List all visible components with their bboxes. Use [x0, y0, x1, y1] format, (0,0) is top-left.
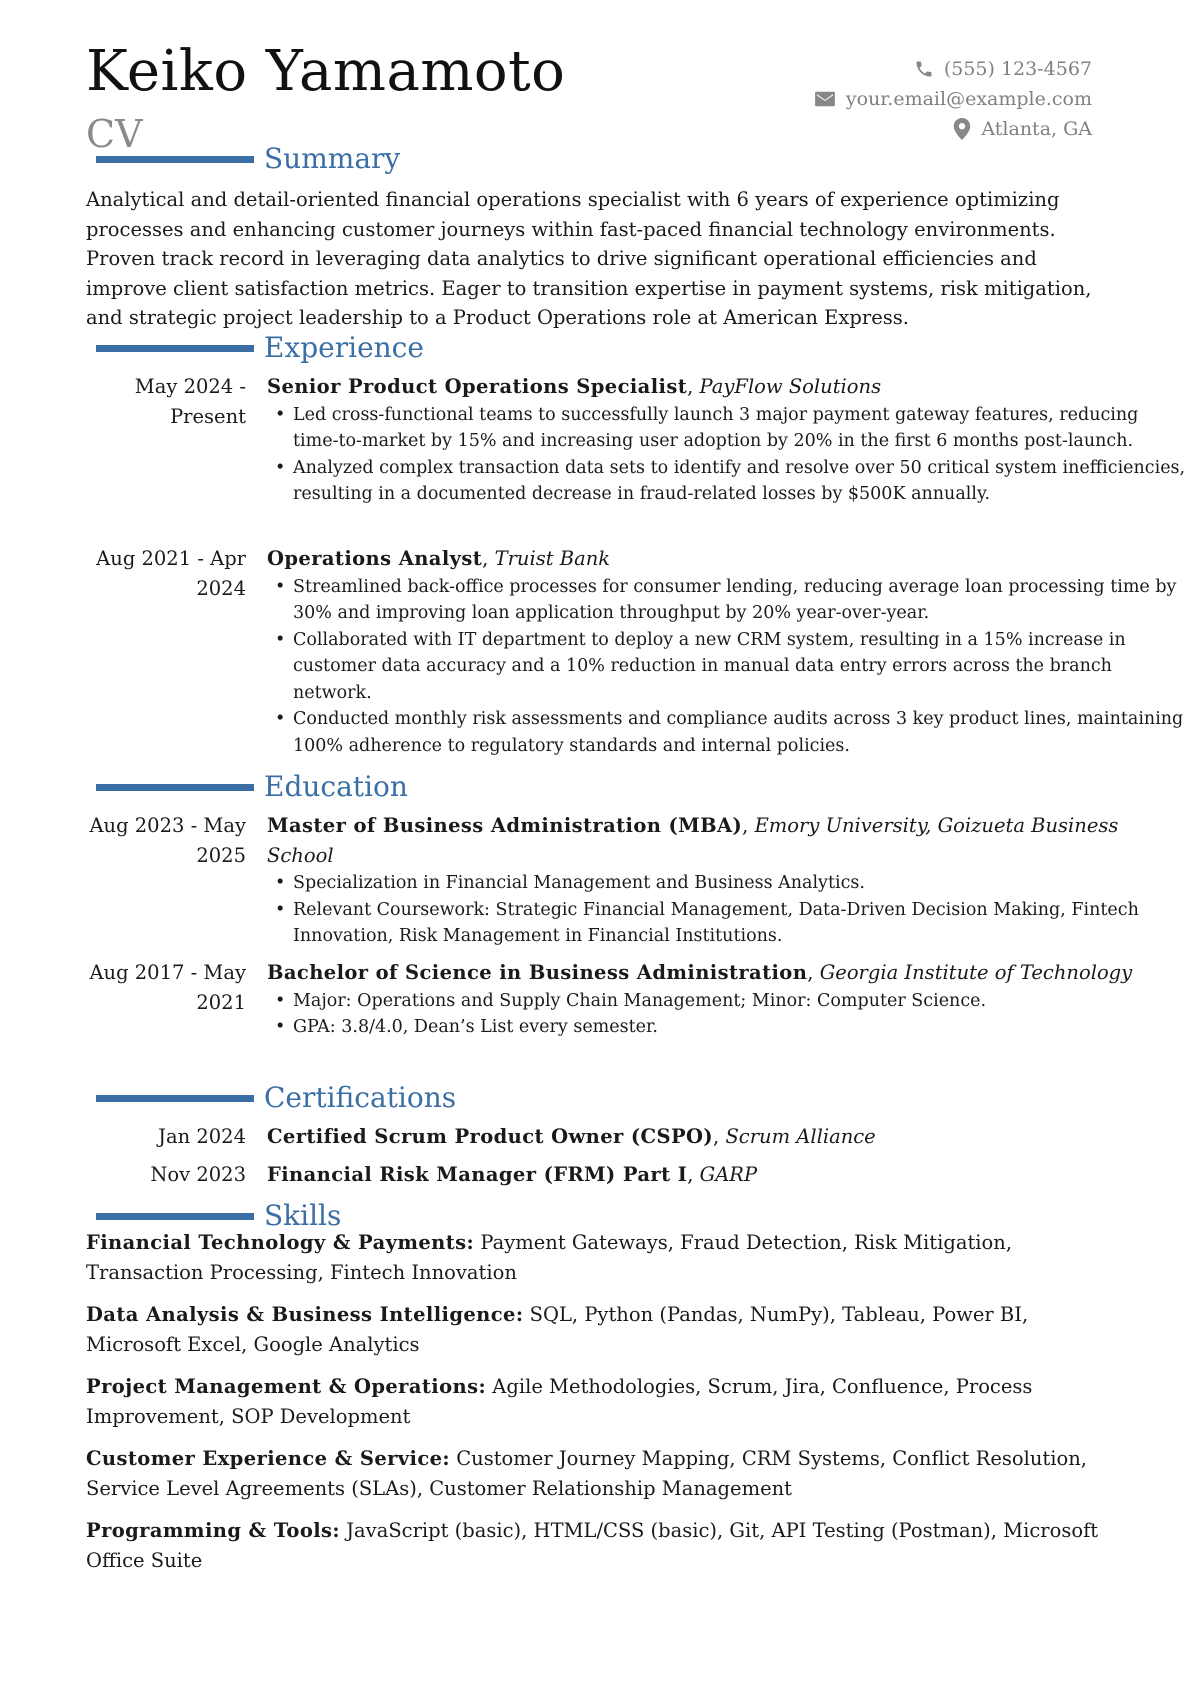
entry-role: Financial Risk Manager (FRM) Part I	[267, 1163, 688, 1186]
section-certifications-heading	[96, 1082, 456, 1114]
skill-label: Financial Technology & Payments:	[86, 1231, 475, 1254]
section-title: Skills	[264, 1199, 342, 1232]
entry-role: Senior Product Operations Specialist	[267, 375, 688, 398]
bullet-item: • Conducted monthly risk assessments and compliance audits across 3 key product lines, maintaining 100% adherence to regulatory standards and internal policies.	[293, 706, 1187, 759]
entry-title: Senior Product Operations Specialist, PayFlow Solutions	[267, 375, 882, 398]
entry-body	[267, 544, 1187, 759]
entry-role: Certified Scrum Product Owner (CSPO)	[267, 1125, 714, 1148]
entry-body	[267, 372, 1187, 508]
bullet-item: • Major: Operations and Supply Chain Management; Minor: Computer Science.	[293, 988, 1187, 1015]
contact-location	[814, 114, 1092, 144]
skill-line	[86, 1228, 1104, 1287]
bullet-item: • Streamlined back-office processes for consumer lending, reducing average loan processing time by 30% and improving loan application throughput by 20% year-over-year.	[293, 574, 1187, 627]
entry-bullets	[267, 870, 1187, 950]
envelope-icon	[814, 90, 836, 108]
section-title: Summary	[264, 142, 401, 175]
contact-email[interactable]	[814, 84, 1092, 114]
section-bar	[96, 1095, 254, 1102]
entry-date: May 2024 - Present	[134, 375, 246, 428]
section-title: Education	[264, 770, 408, 803]
section-experience-heading	[96, 332, 424, 364]
entry-bullets	[267, 402, 1187, 508]
contact-block	[814, 54, 1092, 144]
email-text: your.email@example.com	[845, 88, 1092, 110]
bullet-item: • Specialization in Financial Management and Business Analytics.	[293, 870, 1187, 897]
skill-label: Data Analysis & Business Intelligence:	[86, 1303, 524, 1326]
entry-date: Jan 2024	[158, 1125, 246, 1148]
entry-body	[267, 811, 1187, 950]
entry-role: Operations Analyst	[267, 547, 483, 570]
entry-title: Master of Business Administration (MBA), Emory University, Goizueta Business School	[267, 814, 1119, 867]
bullet-item: • GPA: 3.8/4.0, Dean’s List every semester.	[293, 1014, 1187, 1041]
phone-icon	[914, 59, 934, 79]
bullet-item: • Led cross-functional teams to successfully launch 3 major payment gateway features, reducing time-to-market by 15% and increasing user adoption by 20% in the first 6 months post-launch.	[293, 402, 1187, 455]
section-bar	[96, 345, 254, 352]
entry-title: Operations Analyst, Truist Bank	[267, 547, 611, 570]
section-bar	[96, 1213, 254, 1220]
section-bar	[96, 784, 254, 791]
entry-role: Bachelor of Science in Business Administration	[267, 961, 808, 984]
candidate-name: Keiko Yamamoto	[86, 39, 566, 104]
entry-org: Scrum Alliance	[725, 1125, 876, 1148]
entry-org: Emory University, Goizueta Business School	[267, 814, 1119, 867]
skill-value: SQL, Python (Pandas, NumPy), Tableau, Power BI, Microsoft Excel, Google Analytics	[86, 1303, 1029, 1356]
skill-value: Customer Journey Mapping, CRM Systems, Conflict Resolution, Service Level Agreements (SLAs), Customer Relationship Management	[86, 1447, 1088, 1500]
entry-title: Bachelor of Science in Business Administration, Georgia Institute of Technology	[267, 961, 1133, 984]
skill-value: JavaScript (basic), HTML/CSS (basic), Git, API Testing (Postman), Microsoft Office Suite	[86, 1519, 1099, 1572]
entry-date: Aug 2023 - May 2025	[89, 814, 246, 867]
entry-date: Aug 2017 - May 2021	[89, 961, 246, 1014]
entry-body	[267, 1122, 1187, 1152]
skill-label: Customer Experience & Service:	[86, 1447, 451, 1470]
skill-line	[86, 1516, 1104, 1575]
location-text: Atlanta, GA	[981, 118, 1092, 140]
skill-value: Payment Gateways, Fraud Detection, Risk Mitigation, Transaction Processing, Fintech Innovation	[86, 1231, 1013, 1284]
contact-phone	[814, 54, 1092, 84]
entry-date: Aug 2021 - Apr 2024	[96, 547, 246, 600]
entry-bullets	[267, 988, 1187, 1041]
entry-org: Georgia Institute of Technology	[819, 961, 1133, 984]
section-bar	[96, 156, 254, 163]
summary-text: Analytical and detail-oriented financial operations specialist with 6 years of experience optimizing processes and enhancing customer journeys within fast-paced financial technology environments. Proven track record in leveraging data analytics to drive significant operational efficiencies and improve client satisfaction metrics. Eager to transition expertise in payment systems, risk mitigation, and strategic project leadership to a Product Operations role at American Express.	[86, 188, 1092, 329]
entry-org: GARP	[699, 1163, 758, 1186]
entry-role: Master of Business Administration (MBA)	[267, 814, 743, 837]
skill-label: Project Management & Operations:	[86, 1375, 487, 1398]
skill-label: Programming & Tools:	[86, 1519, 341, 1542]
section-title: Experience	[264, 331, 424, 364]
entry-org: Truist Bank	[494, 547, 611, 570]
bullet-item: • Collaborated with IT department to deploy a new CRM system, resulting in a 15% increase in customer data accuracy and a 10% reduction in manual data entry errors across the branch network.	[293, 627, 1187, 707]
skill-line	[86, 1300, 1104, 1359]
section-education-heading	[96, 771, 408, 803]
bullet-item: • Analyzed complex transaction data sets to identify and resolve over 50 critical system inefficiencies, resulting in a documented decrease in fraud-related losses by $500K annually.	[293, 455, 1187, 508]
bullet-item: • Relevant Coursework: Strategic Financial Management, Data-Driven Decision Making, Fintech Innovation, Risk Management in Financial Institutions.	[293, 897, 1187, 950]
skill-line	[86, 1372, 1104, 1431]
document-subtitle: CV	[86, 112, 143, 156]
entry-org: PayFlow Solutions	[699, 375, 882, 398]
map-pin-icon	[953, 118, 971, 140]
entry-bullets	[267, 574, 1187, 760]
skill-line	[86, 1444, 1104, 1503]
entry-body	[267, 1160, 1187, 1190]
phone-text: (555) 123-4567	[943, 58, 1092, 80]
entry-title: Certified Scrum Product Owner (CSPO), Scrum Alliance	[267, 1125, 876, 1148]
entry-date: Nov 2023	[150, 1163, 246, 1186]
section-title: Certifications	[264, 1081, 457, 1114]
skill-value: Agile Methodologies, Scrum, Jira, Confluence, Process Improvement, SOP Development	[86, 1375, 1033, 1428]
section-summary-heading	[96, 143, 400, 175]
entry-title: Financial Risk Manager (FRM) Part I, GARP	[267, 1163, 758, 1186]
entry-body	[267, 958, 1187, 1041]
